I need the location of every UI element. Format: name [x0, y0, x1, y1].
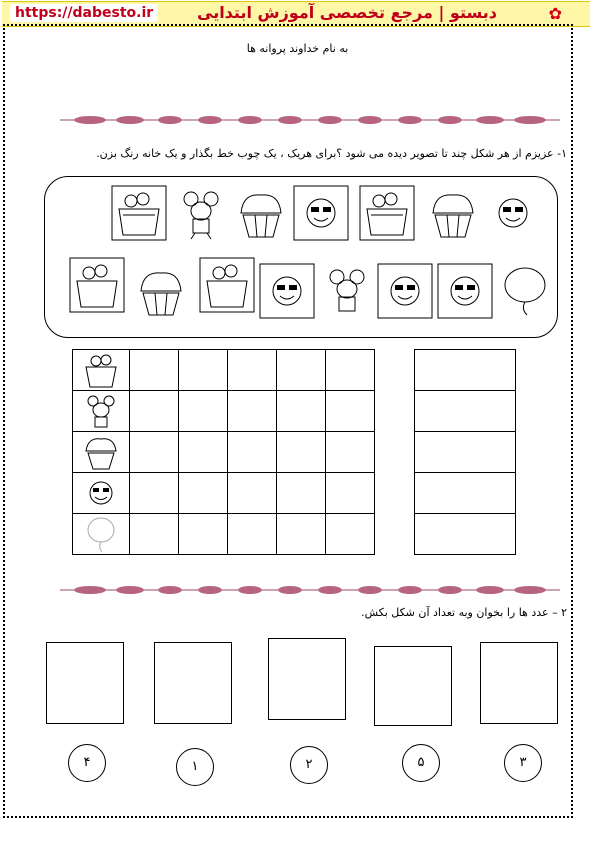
table-row	[415, 514, 516, 555]
site-url-link[interactable]: https://dabesto.ir	[10, 4, 158, 22]
sun-icon	[485, 185, 541, 241]
decorative-divider	[60, 582, 560, 598]
grid-basket-cell	[73, 350, 130, 391]
table-row	[73, 473, 375, 514]
drawing-box[interactable]	[154, 642, 232, 724]
question-2-text: ۲ – عدد ها را بخوان وبه تعداد آن شکل بکش.	[361, 606, 567, 619]
table-row	[415, 391, 516, 432]
sun-icon	[259, 263, 315, 319]
drawing-box[interactable]	[480, 642, 558, 724]
number-circle: ۱	[176, 748, 214, 786]
table-row	[73, 432, 375, 473]
sun-icon	[377, 263, 433, 319]
cupcake-icon	[81, 433, 121, 471]
sun-icon	[293, 185, 349, 241]
decorative-divider	[60, 112, 560, 128]
worksheet-heading: به نام خداوند پروانه ها	[246, 42, 349, 55]
tally-mark-column	[414, 349, 516, 555]
number-circle: ۴	[68, 744, 106, 782]
grid-balloon-cell	[73, 514, 130, 555]
number-circle: ۵	[402, 744, 440, 782]
table-row	[73, 391, 375, 432]
balloon-icon	[81, 515, 121, 553]
table-row	[415, 432, 516, 473]
drawing-box[interactable]	[374, 646, 452, 726]
grid-sun-cell	[73, 473, 130, 514]
table-row	[73, 514, 375, 555]
basket-icon	[111, 185, 167, 241]
picture-box	[44, 176, 558, 338]
cupcake-icon	[233, 185, 289, 241]
tally-grid	[72, 349, 375, 555]
table-row	[73, 350, 375, 391]
mouse-icon	[319, 263, 375, 319]
sun-icon	[81, 474, 121, 512]
number-circle: ۲	[290, 746, 328, 784]
grid-mouse-cell	[73, 391, 130, 432]
mouse-icon	[173, 185, 229, 241]
number-circle: ۳	[504, 744, 542, 782]
basket-icon	[199, 257, 255, 313]
drawing-box[interactable]	[46, 642, 124, 724]
table-row	[415, 473, 516, 514]
drawing-box[interactable]	[268, 638, 346, 720]
question-1-text: ۱- عزیزم از هر شکل چند تا تصویر دیده می شود ؟برای هریک ، یک چوب خط بگذار و یک خانه رنگ بزن.	[96, 147, 567, 160]
sun-icon	[437, 263, 493, 319]
cupcake-icon	[133, 263, 189, 319]
site-logo-icon: ✿	[548, 4, 562, 23]
grid-cupcake-cell	[73, 432, 130, 473]
basket-icon	[81, 351, 121, 389]
table-row	[415, 350, 516, 391]
basket-icon	[69, 257, 125, 313]
cupcake-icon	[425, 185, 481, 241]
mouse-icon	[81, 392, 121, 430]
site-title: دبستو | مرجع تخصصی آموزش ابتدایی	[197, 3, 497, 22]
balloon-icon	[497, 263, 553, 319]
basket-icon	[359, 185, 415, 241]
